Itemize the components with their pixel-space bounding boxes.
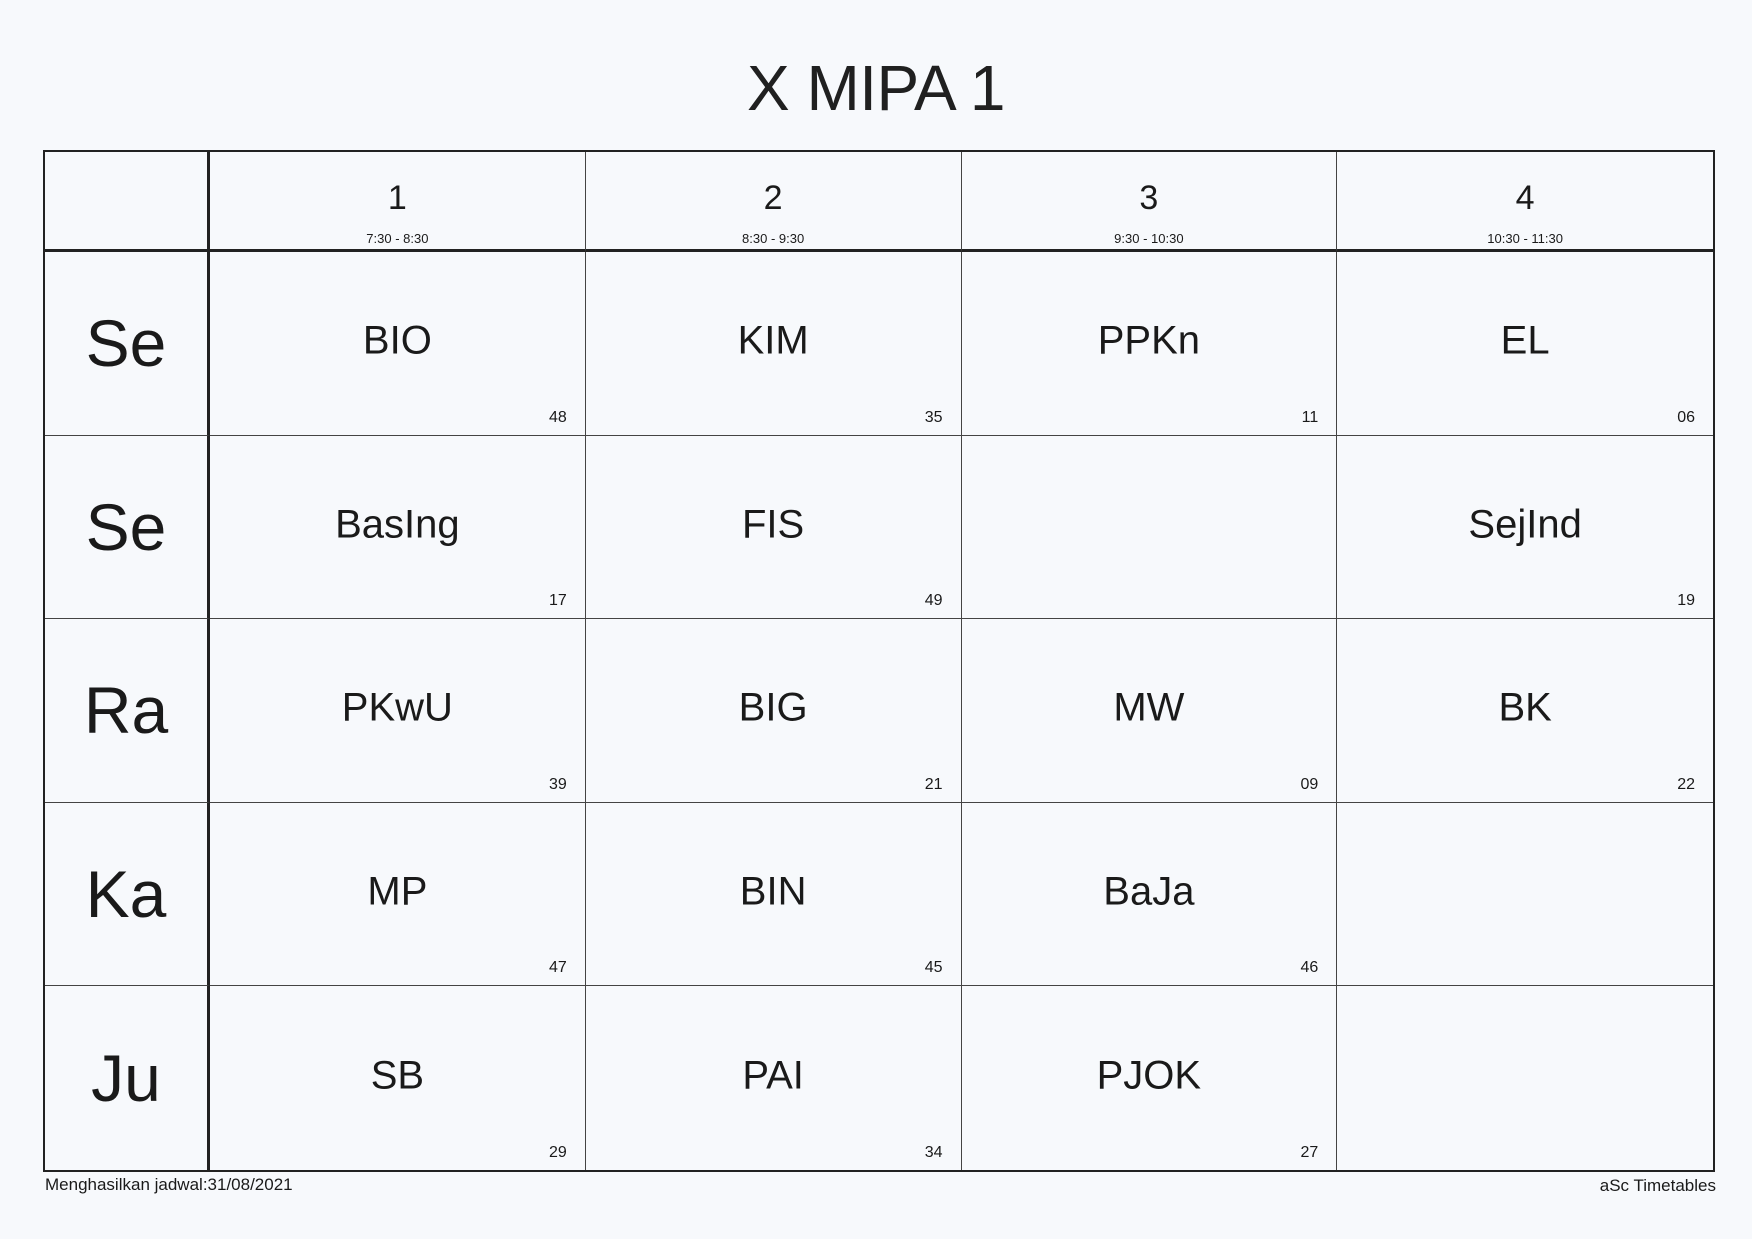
period-header xyxy=(962,152,1338,252)
lesson-cell xyxy=(210,252,586,436)
day-cell xyxy=(45,252,210,436)
generated-date: Menghasilkan jadwal:31/08/2021 xyxy=(45,1175,293,1194)
subject-label: BasIng xyxy=(335,502,460,547)
day-label: Se xyxy=(85,489,167,564)
room-number: 29 xyxy=(548,1144,567,1161)
lesson-cell xyxy=(586,252,962,436)
lesson-cell xyxy=(586,436,962,620)
period-number: 4 xyxy=(1515,179,1535,217)
subject-label: PPKn xyxy=(1097,318,1201,363)
page-title: X MIPA 1 xyxy=(746,52,1006,124)
room-number: 11 xyxy=(1301,408,1319,426)
room-number: 47 xyxy=(548,959,567,977)
day-label: Ju xyxy=(91,1041,161,1116)
room-number: 19 xyxy=(1677,592,1695,610)
software-brand: aSc Timetables xyxy=(1599,1176,1716,1195)
lesson-cell-empty xyxy=(1337,803,1713,987)
period-number: 3 xyxy=(1139,179,1159,217)
period-header xyxy=(210,152,586,252)
lesson-cell xyxy=(1337,619,1713,803)
subject-label: MW xyxy=(1113,685,1185,730)
subject-label: BaJa xyxy=(1103,869,1195,914)
subject-label: PKwU xyxy=(341,685,453,730)
day-cell xyxy=(45,986,210,1170)
subject-label: BIO xyxy=(362,318,432,363)
lesson-cell xyxy=(1337,436,1713,620)
subject-label: BK xyxy=(1498,685,1552,730)
subject-label: BIG xyxy=(738,685,808,730)
day-label: Se xyxy=(85,306,167,381)
day-cell xyxy=(45,803,210,987)
room-number: 21 xyxy=(924,775,943,793)
room-number: 46 xyxy=(1300,959,1319,977)
lesson-cell xyxy=(962,619,1338,803)
subject-label: EL xyxy=(1500,318,1550,363)
lesson-cell xyxy=(586,986,962,1170)
day-cell xyxy=(45,619,210,803)
subject-label: BIN xyxy=(739,869,807,914)
room-number: 45 xyxy=(924,959,943,977)
lesson-cell xyxy=(210,436,586,620)
lesson-cell xyxy=(210,619,586,803)
room-number: 34 xyxy=(924,1144,943,1161)
room-number: 27 xyxy=(1300,1144,1319,1161)
room-number: 09 xyxy=(1300,775,1319,793)
corner-cell xyxy=(45,152,210,252)
room-number: 35 xyxy=(924,408,943,426)
lesson-cell xyxy=(586,619,962,803)
period-number: 1 xyxy=(387,179,407,217)
lesson-cell xyxy=(1337,252,1713,436)
lesson-cell xyxy=(962,803,1338,987)
lesson-cell-empty xyxy=(962,436,1338,620)
subject-label: KIM xyxy=(737,318,809,363)
timetable-grid xyxy=(43,150,1715,1172)
room-number: 17 xyxy=(548,592,567,610)
subject-label: PAI xyxy=(742,1053,804,1098)
subject-label: PJOK xyxy=(1096,1053,1202,1098)
subject-label: FIS xyxy=(742,502,805,547)
subject-label: SejInd xyxy=(1468,502,1582,547)
day-cell xyxy=(45,436,210,620)
period-header xyxy=(586,152,962,252)
lesson-cell xyxy=(962,252,1338,436)
day-label: Ra xyxy=(83,673,169,748)
period-header xyxy=(1337,152,1713,252)
lesson-cell xyxy=(962,986,1338,1170)
lesson-cell-empty xyxy=(1337,986,1713,1170)
period-time: 10:30 - 11:30 xyxy=(1487,231,1563,246)
period-number: 2 xyxy=(763,179,783,217)
period-time: 8:30 - 9:30 xyxy=(742,231,805,246)
room-number: 39 xyxy=(548,775,567,793)
room-number: 49 xyxy=(924,592,943,610)
room-number: 22 xyxy=(1677,775,1695,793)
room-number: 06 xyxy=(1677,408,1695,426)
lesson-cell xyxy=(210,803,586,987)
day-label: Ka xyxy=(85,857,167,932)
lesson-cell xyxy=(210,986,586,1170)
room-number: 48 xyxy=(548,408,567,426)
subject-label: SB xyxy=(370,1053,425,1098)
period-time: 9:30 - 10:30 xyxy=(1114,231,1184,246)
lesson-cell xyxy=(586,803,962,987)
subject-label: MP xyxy=(367,869,428,914)
period-time: 7:30 - 8:30 xyxy=(366,231,429,246)
